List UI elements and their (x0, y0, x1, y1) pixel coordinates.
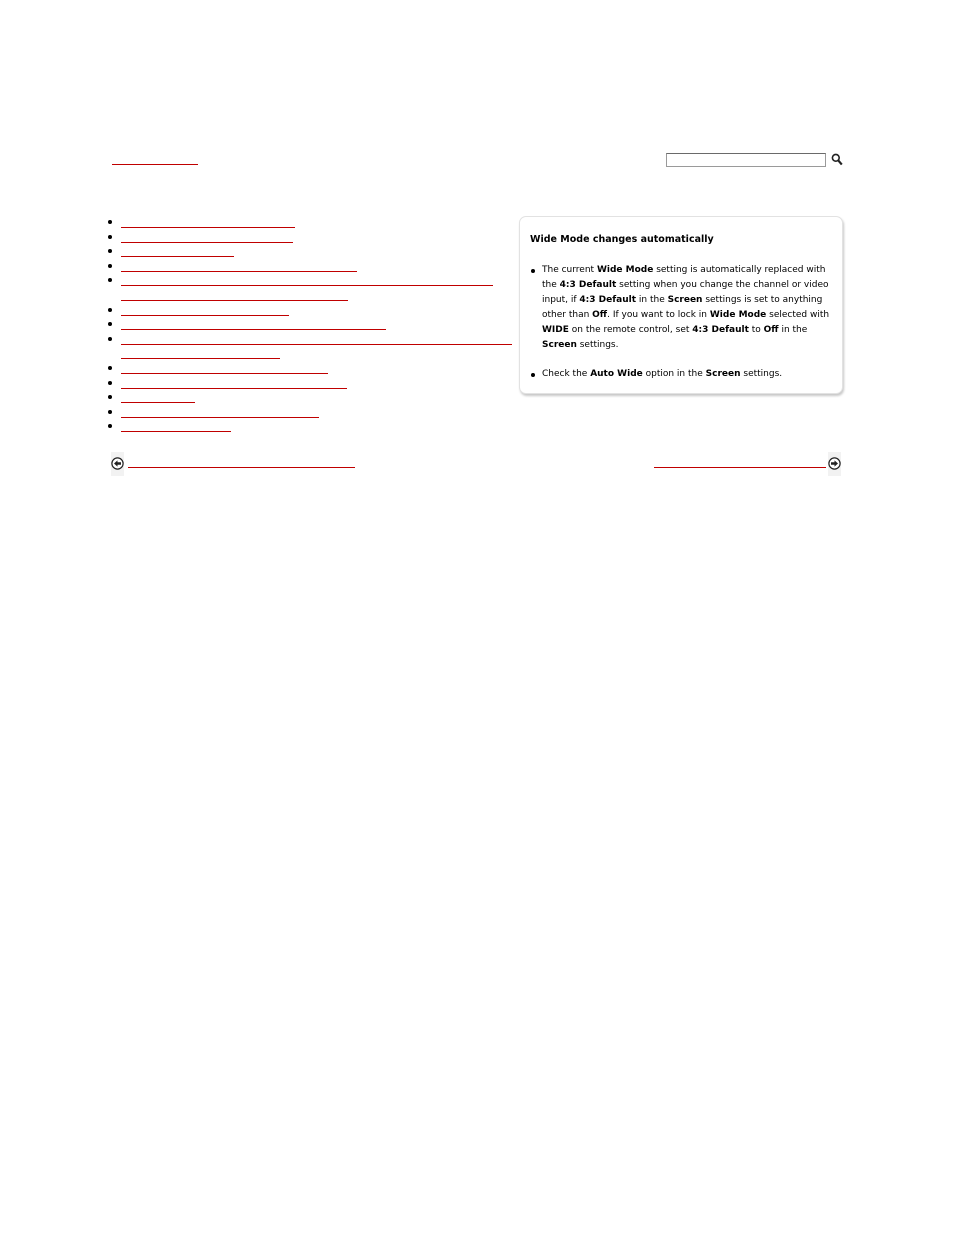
arrow-left-circle-icon (111, 457, 124, 470)
topic-link[interactable] (121, 231, 293, 243)
text: Check the (542, 369, 591, 379)
bullet (108, 424, 112, 428)
term: Auto Wide (590, 369, 643, 379)
topic-link[interactable] (121, 274, 493, 286)
search-input[interactable] (666, 153, 826, 167)
topic-link-continuation[interactable] (121, 289, 348, 301)
bullet (108, 322, 112, 326)
topic-link[interactable] (121, 362, 328, 374)
prev-page-link[interactable] (128, 455, 355, 468)
search-button[interactable] (830, 153, 844, 167)
term: 4:3 Default (559, 280, 617, 290)
bullet (108, 395, 112, 399)
text: selected with (766, 310, 830, 320)
term: WIDE (542, 325, 569, 335)
term: Off (592, 310, 608, 320)
term: Off (763, 325, 779, 335)
next-page-button[interactable] (828, 452, 841, 476)
term: Screen (542, 340, 577, 350)
tip-panel (519, 216, 843, 394)
arrow-right-circle-icon (828, 457, 841, 470)
bullet (108, 220, 112, 224)
topic-link-continuation[interactable] (121, 347, 280, 359)
term: Wide Mode (596, 265, 654, 275)
topic-link[interactable] (121, 377, 347, 389)
bullet (531, 269, 535, 273)
bullet (531, 373, 535, 377)
bullet (108, 381, 112, 385)
text: on the remote control, set (568, 325, 693, 335)
top-link[interactable] (112, 152, 198, 165)
topic-link[interactable] (121, 406, 319, 418)
panel-bullet-item (530, 367, 830, 382)
term: Screen (705, 369, 741, 379)
topic-link[interactable] (121, 333, 512, 345)
term: 4:3 Default (692, 325, 749, 335)
bullet (108, 235, 112, 239)
term: Wide Mode (709, 310, 767, 320)
text: to (748, 325, 764, 335)
text: settings. (576, 340, 619, 350)
topic-link[interactable] (121, 245, 234, 257)
next-page-link[interactable] (654, 455, 826, 468)
magnifier-icon (831, 153, 843, 166)
topic-link[interactable] (121, 304, 289, 316)
topic-link[interactable] (121, 216, 295, 228)
text: setting is automatically replaced with the (542, 265, 826, 290)
bullet (108, 278, 112, 282)
bullet (108, 249, 112, 253)
panel-bullet-item (530, 263, 830, 353)
text: setting when you change the channel or video input, if (542, 280, 829, 305)
term: Screen (667, 295, 703, 305)
bullet (108, 337, 112, 341)
topic-link[interactable] (121, 420, 231, 432)
text: . If you want to lock in (607, 310, 710, 320)
topic-link[interactable] (121, 391, 195, 403)
panel-title: Wide Mode changes automatically (530, 234, 714, 245)
bullet (108, 264, 112, 268)
prev-page-button[interactable] (111, 452, 124, 476)
term: 4:3 Default (579, 295, 637, 305)
topic-link[interactable] (121, 260, 357, 272)
bullet (108, 308, 112, 312)
bullet (108, 366, 112, 370)
text: The current (542, 265, 597, 275)
topic-link[interactable] (121, 318, 386, 330)
text: in the (778, 325, 808, 335)
bullet (108, 410, 112, 414)
text: settings. (740, 369, 783, 379)
text: in the (636, 295, 668, 305)
text: settings is set to anything other than (542, 295, 823, 320)
text: option in the (642, 369, 706, 379)
panel-bullets (530, 263, 830, 382)
